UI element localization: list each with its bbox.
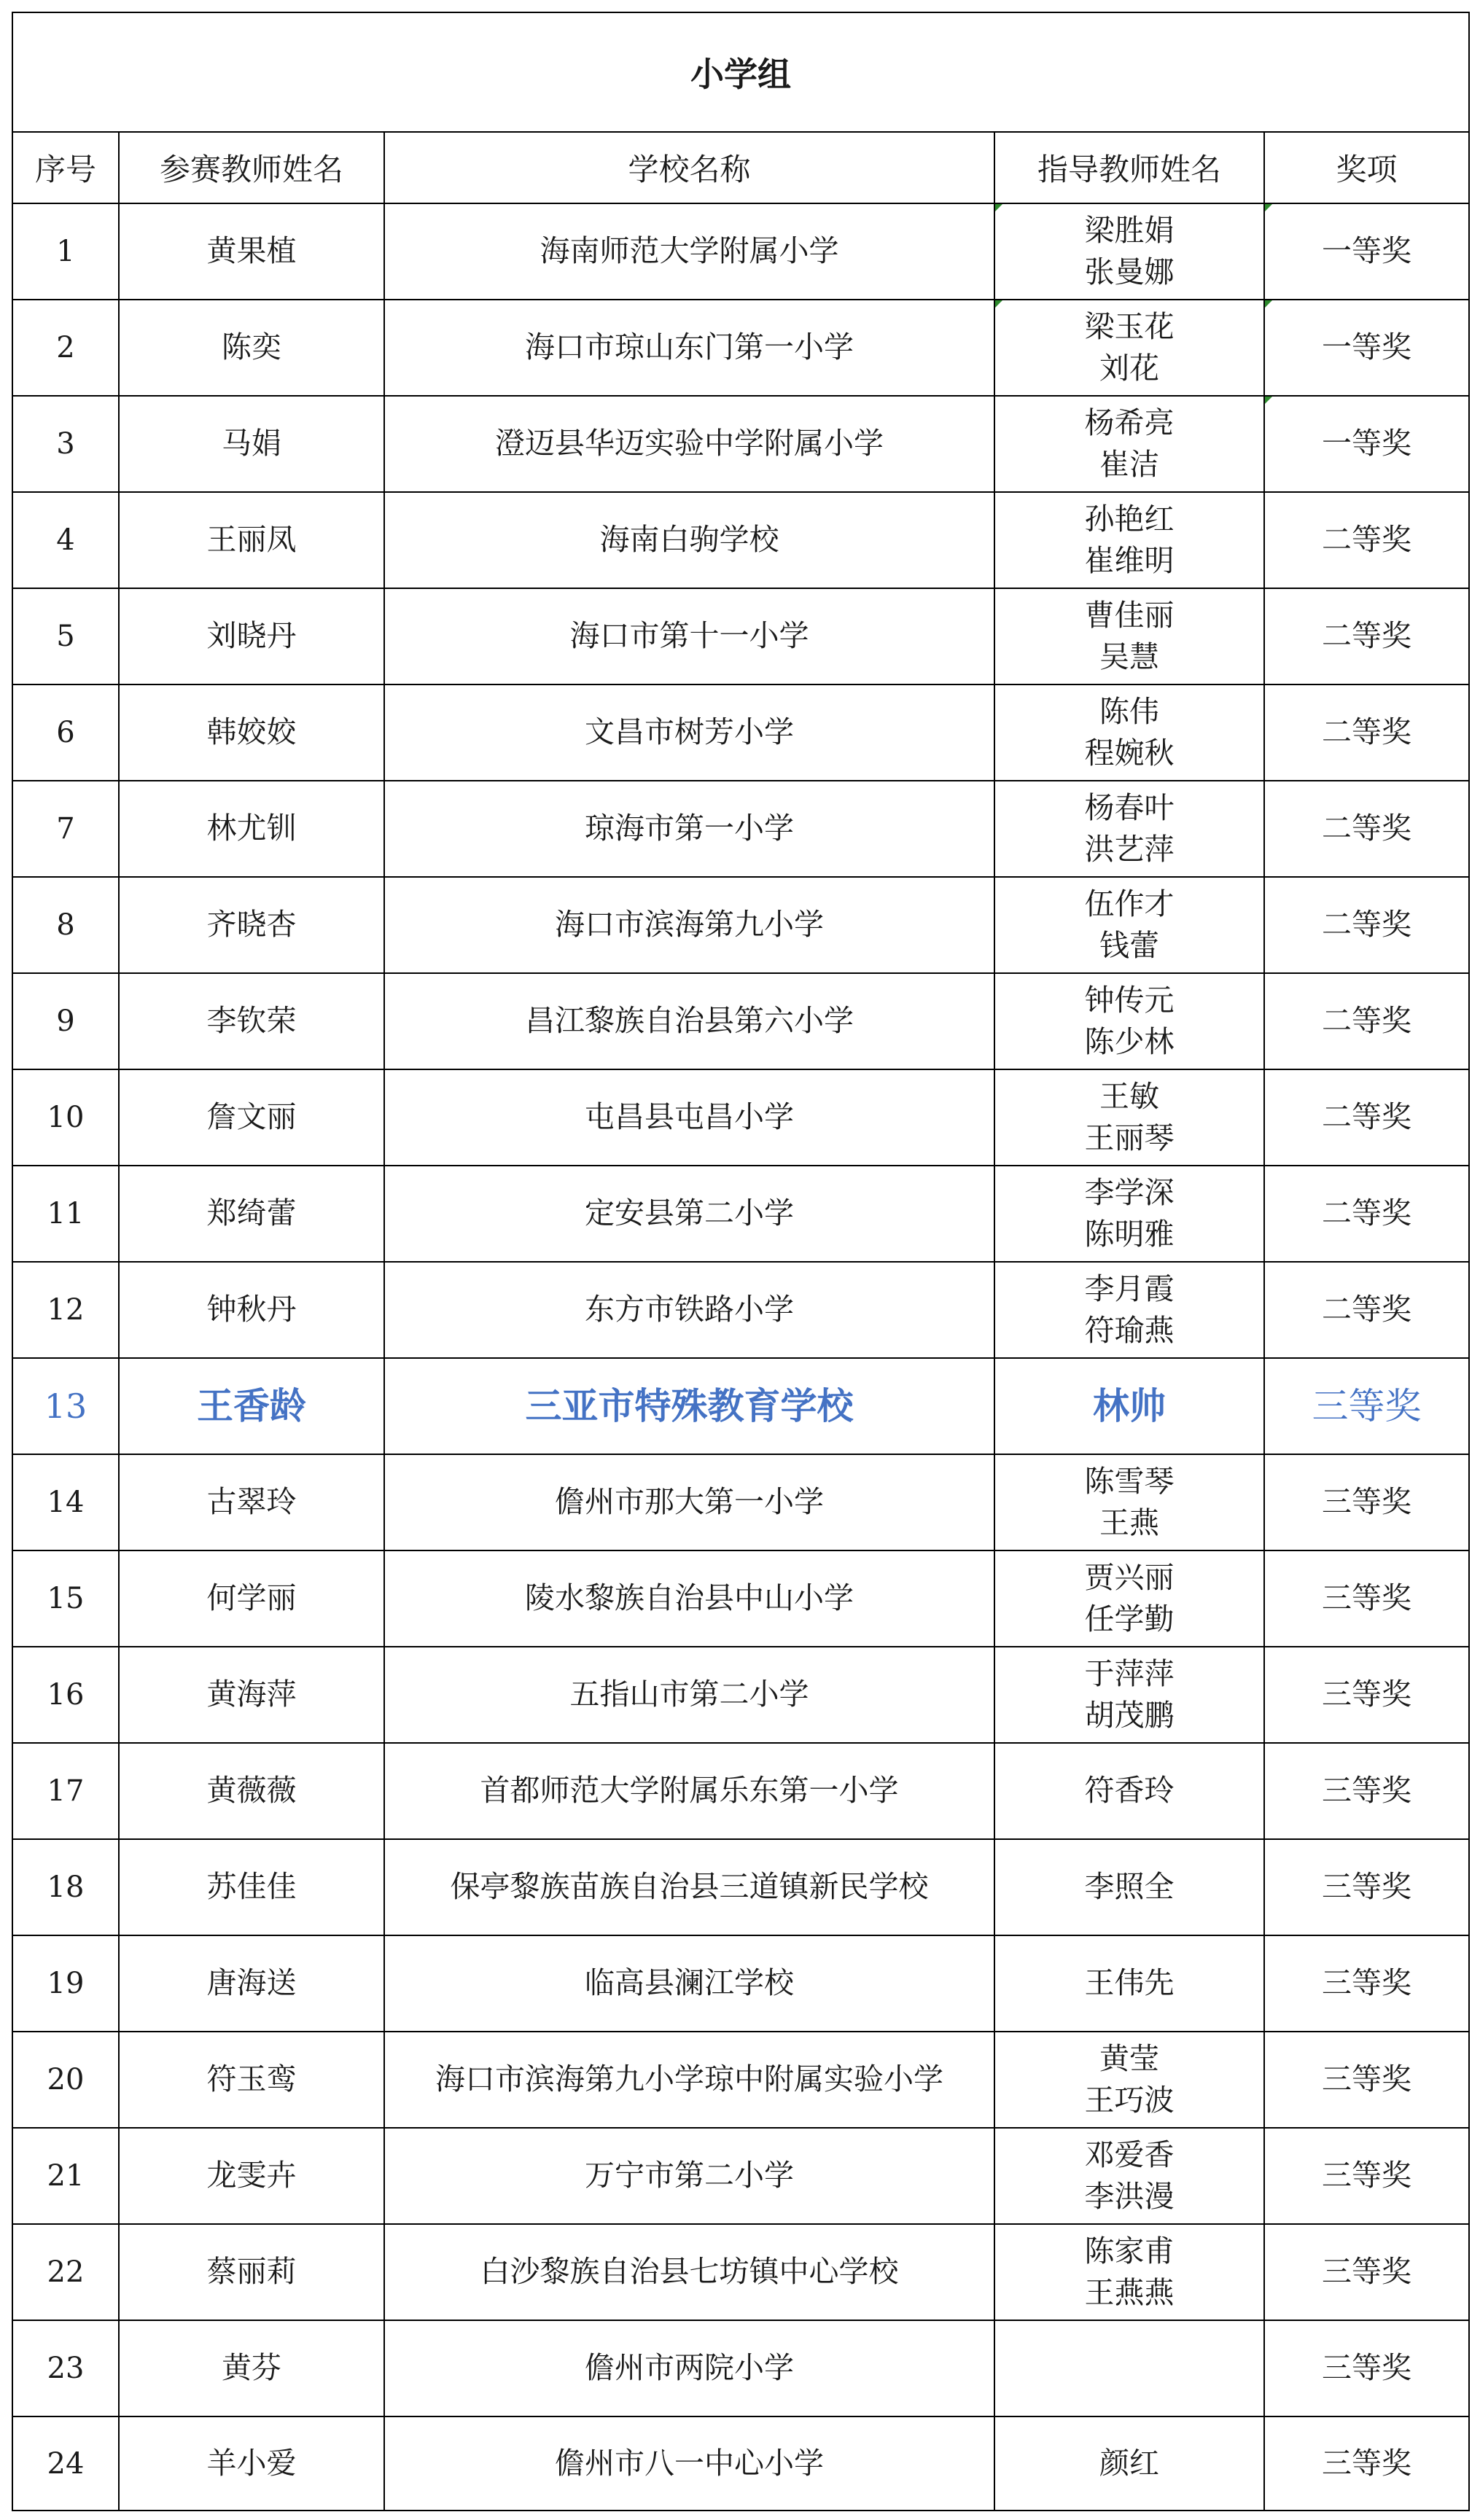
header-school: 学校名称 (384, 132, 994, 203)
row-index: 24 (12, 2416, 119, 2511)
guide-teacher-name: 于萍萍 (1084, 1655, 1175, 1691)
row-index: 6 (12, 684, 119, 781)
award-level: 三等奖 (1264, 1454, 1469, 1550)
award-level: 二等奖 (1264, 492, 1469, 588)
guide-teachers (994, 2128, 1264, 2224)
table-row (12, 1839, 1469, 1935)
guide-teachers (994, 2320, 1264, 2416)
table-row (12, 1743, 1469, 1839)
row-index: 2 (12, 300, 119, 396)
row-index: 8 (12, 877, 119, 973)
teacher-name: 黄薇薇 (119, 1743, 384, 1839)
school-name: 东方市铁路小学 (384, 1262, 994, 1358)
guide-teachers (994, 1358, 1264, 1454)
table-row (12, 2032, 1469, 2128)
row-index: 4 (12, 492, 119, 588)
teacher-name: 羊小爱 (119, 2416, 384, 2511)
school-name: 五指山市第二小学 (384, 1647, 994, 1743)
guide-teacher-name: 陈雪琴 (1084, 1463, 1175, 1499)
guide-teacher-name: 钟传元 (1084, 982, 1175, 1018)
guide-teacher-name: 林帅 (1093, 1384, 1166, 1427)
guide-teachers (994, 1069, 1264, 1166)
guide-teachers (994, 781, 1264, 877)
guide-teacher-name: 陈少林 (1084, 1024, 1175, 1059)
school-name: 海口市琼山东门第一小学 (384, 300, 994, 396)
header-row (12, 132, 1469, 203)
guide-teacher-name: 吴慧 (1099, 639, 1159, 674)
award-level: 二等奖 (1264, 1166, 1469, 1262)
school-name: 海南白驹学校 (384, 492, 994, 588)
guide-teacher-name: 洪艺萍 (1084, 832, 1175, 867)
teacher-name: 符玉鸾 (119, 2032, 384, 2128)
award-level: 一等奖 (1264, 396, 1469, 492)
guide-teachers (994, 1166, 1264, 1262)
school-name: 三亚市特殊教育学校 (384, 1358, 994, 1454)
table-row (12, 300, 1469, 396)
award-level: 三等奖 (1264, 1647, 1469, 1743)
teacher-name: 黄果植 (119, 203, 384, 300)
row-index: 16 (12, 1647, 119, 1743)
guide-teacher-name: 王巧波 (1084, 2083, 1175, 2118)
header-award: 奖项 (1264, 132, 1469, 203)
guide-teacher-name: 李学深 (1084, 1174, 1175, 1210)
table-title: 小学组 (12, 12, 1469, 132)
school-name: 儋州市两院小学 (384, 2320, 994, 2416)
teacher-name: 黄芬 (119, 2320, 384, 2416)
teacher-name: 陈奕 (119, 300, 384, 396)
guide-teacher-name: 钱蕾 (1099, 928, 1159, 963)
teacher-name: 马娟 (119, 396, 384, 492)
guide-teacher-name: 颜红 (1099, 2445, 1159, 2481)
row-index: 19 (12, 1935, 119, 2032)
teacher-name: 钟秋丹 (119, 1262, 384, 1358)
award-level: 三等奖 (1264, 2320, 1469, 2416)
guide-teacher-name: 刘花 (1099, 351, 1159, 386)
guide-teachers (994, 1550, 1264, 1647)
guide-teacher-name: 崔洁 (1099, 447, 1159, 482)
award-level: 二等奖 (1264, 588, 1469, 684)
guide-teacher-name: 程婉秋 (1084, 736, 1175, 771)
guide-teachers (994, 492, 1264, 588)
teacher-name: 林尤钏 (119, 781, 384, 877)
guide-teachers (994, 203, 1264, 300)
guide-teacher-name: 陈家甫 (1084, 2233, 1175, 2269)
school-name: 万宁市第二小学 (384, 2128, 994, 2224)
school-name: 海口市滨海第九小学 (384, 877, 994, 973)
table-row (12, 2224, 1469, 2320)
award-level: 一等奖 (1264, 203, 1469, 300)
guide-teacher-name: 李洪漫 (1084, 2179, 1175, 2214)
row-index: 21 (12, 2128, 119, 2224)
guide-teacher-name: 王丽琴 (1084, 1120, 1175, 1155)
header-teacher: 参赛教师姓名 (119, 132, 384, 203)
award-level: 三等奖 (1264, 2416, 1469, 2511)
table-row (12, 2416, 1469, 2511)
guide-teacher-name: 李照全 (1084, 1869, 1175, 1905)
award-level: 三等奖 (1264, 2224, 1469, 2320)
row-index: 1 (12, 203, 119, 300)
guide-teacher-name: 王燕燕 (1084, 2275, 1175, 2310)
guide-teachers (994, 1647, 1264, 1743)
table-row (12, 588, 1469, 684)
teacher-name: 蔡丽莉 (119, 2224, 384, 2320)
guide-teachers (994, 877, 1264, 973)
school-name: 昌江黎族自治县第六小学 (384, 973, 994, 1069)
guide-teacher-name: 王伟先 (1084, 1965, 1175, 2001)
school-name: 屯昌县屯昌小学 (384, 1069, 994, 1166)
guide-teachers (994, 973, 1264, 1069)
guide-teachers (994, 2224, 1264, 2320)
guide-teachers (994, 1262, 1264, 1358)
award-level: 二等奖 (1264, 1262, 1469, 1358)
guide-teacher-name: 杨希亮 (1084, 405, 1175, 440)
award-level: 三等奖 (1264, 1935, 1469, 2032)
school-name: 儋州市八一中心小学 (384, 2416, 994, 2511)
row-index: 15 (12, 1550, 119, 1647)
row-index: 5 (12, 588, 119, 684)
award-level: 三等奖 (1264, 1743, 1469, 1839)
school-name: 定安县第二小学 (384, 1166, 994, 1262)
school-name: 海口市滨海第九小学琼中附属实验小学 (384, 2032, 994, 2128)
teacher-name: 王丽凤 (119, 492, 384, 588)
row-index: 12 (12, 1262, 119, 1358)
award-level: 三等奖 (1264, 1839, 1469, 1935)
table-row (12, 2320, 1469, 2416)
row-index: 13 (12, 1358, 119, 1454)
guide-teacher-name: 黄莹 (1099, 2040, 1159, 2076)
guide-teacher-name: 梁胜娟 (1084, 212, 1175, 248)
row-index: 18 (12, 1839, 119, 1935)
award-level: 二等奖 (1264, 781, 1469, 877)
guide-teacher-name: 张曼娜 (1084, 254, 1175, 289)
row-index: 9 (12, 973, 119, 1069)
table-row (12, 492, 1469, 588)
award-level: 三等奖 (1264, 1358, 1469, 1454)
row-index: 11 (12, 1166, 119, 1262)
table-row (12, 1550, 1469, 1647)
guide-teacher-name: 王燕 (1099, 1505, 1159, 1540)
school-name: 海南师范大学附属小学 (384, 203, 994, 300)
school-name: 临高县澜江学校 (384, 1935, 994, 2032)
table-row (12, 1069, 1469, 1166)
award-level: 三等奖 (1264, 1550, 1469, 1647)
table-row (12, 1166, 1469, 1262)
table-row (12, 684, 1469, 781)
guide-teachers (994, 588, 1264, 684)
table-row (12, 203, 1469, 300)
teacher-name: 郑绮蕾 (119, 1166, 384, 1262)
header-guide: 指导教师姓名 (994, 132, 1264, 203)
award-level: 二等奖 (1264, 877, 1469, 973)
school-name: 首都师范大学附属乐东第一小学 (384, 1743, 994, 1839)
guide-teachers (994, 1743, 1264, 1839)
guide-teacher-name: 任学勤 (1084, 1602, 1175, 1637)
award-level: 三等奖 (1264, 2032, 1469, 2128)
teacher-name: 何学丽 (119, 1550, 384, 1647)
guide-teacher-name: 杨春叶 (1084, 789, 1175, 825)
guide-teachers (994, 1935, 1264, 2032)
award-level: 二等奖 (1264, 1069, 1469, 1166)
school-name: 文昌市树芳小学 (384, 684, 994, 781)
guide-teachers (994, 2416, 1264, 2511)
guide-teacher-name: 邓爱香 (1084, 2137, 1175, 2172)
guide-teachers (994, 684, 1264, 781)
teacher-name: 詹文丽 (119, 1069, 384, 1166)
school-name: 陵水黎族自治县中山小学 (384, 1550, 994, 1647)
header-index: 序号 (12, 132, 119, 203)
row-index: 22 (12, 2224, 119, 2320)
teacher-name: 苏佳佳 (119, 1839, 384, 1935)
teacher-name: 刘晓丹 (119, 588, 384, 684)
table-row (12, 1647, 1469, 1743)
table-row (12, 781, 1469, 877)
award-level: 一等奖 (1264, 300, 1469, 396)
table-body (12, 203, 1469, 2511)
guide-teacher-name: 贾兴丽 (1084, 1559, 1175, 1595)
table-row (12, 2128, 1469, 2224)
guide-teacher-name: 胡茂鹏 (1084, 1698, 1175, 1733)
guide-teachers (994, 1839, 1264, 1935)
table-row (12, 877, 1469, 973)
guide-teacher-name: 符瑜燕 (1084, 1313, 1175, 1348)
guide-teacher-name: 梁玉花 (1084, 308, 1175, 344)
row-index: 23 (12, 2320, 119, 2416)
row-index: 14 (12, 1454, 119, 1550)
award-level: 二等奖 (1264, 973, 1469, 1069)
award-sheet (12, 12, 1468, 2511)
table-row (12, 1935, 1469, 2032)
row-index: 3 (12, 396, 119, 492)
teacher-name: 王香龄 (119, 1358, 384, 1454)
teacher-name: 韩姣姣 (119, 684, 384, 781)
guide-teachers (994, 396, 1264, 492)
award-level: 二等奖 (1264, 684, 1469, 781)
award-table (12, 12, 1470, 2511)
guide-teacher-name: 崔维明 (1084, 543, 1175, 578)
school-name: 保亭黎族苗族自治县三道镇新民学校 (384, 1839, 994, 1935)
table-row (12, 1454, 1469, 1550)
guide-teachers (994, 1454, 1264, 1550)
table-row (12, 973, 1469, 1069)
row-index: 17 (12, 1743, 119, 1839)
teacher-name: 唐海送 (119, 1935, 384, 2032)
school-name: 澄迈县华迈实验中学附属小学 (384, 396, 994, 492)
guide-teacher-name: 陈伟 (1099, 693, 1159, 729)
guide-teacher-name: 曹佳丽 (1084, 597, 1175, 633)
row-index: 20 (12, 2032, 119, 2128)
school-name: 儋州市那大第一小学 (384, 1454, 994, 1550)
school-name: 白沙黎族自治县七坊镇中心学校 (384, 2224, 994, 2320)
teacher-name: 李钦荣 (119, 973, 384, 1069)
teacher-name: 龙雯卉 (119, 2128, 384, 2224)
school-name: 琼海市第一小学 (384, 781, 994, 877)
award-level: 三等奖 (1264, 2128, 1469, 2224)
guide-teacher-name: 王敏 (1099, 1078, 1159, 1114)
guide-teacher-name: 符香玲 (1084, 1773, 1175, 1809)
school-name: 海口市第十一小学 (384, 588, 994, 684)
row-index: 7 (12, 781, 119, 877)
teacher-name: 齐晓杏 (119, 877, 384, 973)
guide-teachers (994, 300, 1264, 396)
guide-teachers (994, 2032, 1264, 2128)
table-row (12, 1358, 1469, 1454)
guide-teacher-name: 伍作才 (1084, 886, 1175, 921)
teacher-name: 古翠玲 (119, 1454, 384, 1550)
row-index: 10 (12, 1069, 119, 1166)
guide-teacher-name: 陈明雅 (1084, 1217, 1175, 1252)
guide-teacher-name: 孙艳红 (1084, 501, 1175, 537)
teacher-name: 黄海萍 (119, 1647, 384, 1743)
guide-teacher-name: 李月霞 (1084, 1271, 1175, 1306)
table-row (12, 396, 1469, 492)
table-row (12, 1262, 1469, 1358)
